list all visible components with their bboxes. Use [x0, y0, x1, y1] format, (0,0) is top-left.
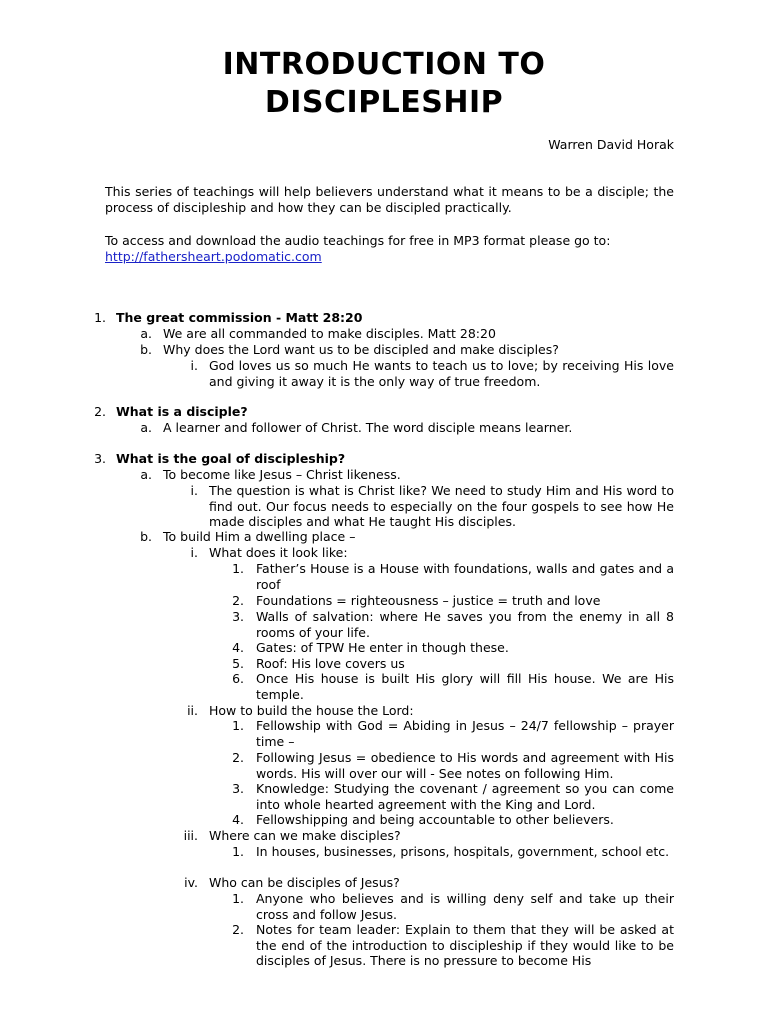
- section-number: 2.: [94, 404, 106, 419]
- list-item: Once His house is built His glory will fill His house. We are His temple.: [256, 671, 674, 702]
- list-item: A learner and follower of Christ. The word disciple means learner.: [163, 420, 573, 435]
- list-marker: 6.: [232, 671, 244, 686]
- list-marker: b.: [140, 342, 152, 357]
- title-line-2: DISCIPLESHIP: [264, 85, 504, 120]
- list-marker: 1.: [232, 561, 244, 576]
- section-number: 1.: [94, 310, 106, 325]
- list-marker: ii.: [187, 703, 198, 718]
- section-heading: The great commission - Matt 28:20: [116, 310, 363, 325]
- list-item: God loves us so much He wants to teach us to love; by receiving His love and giving it away it is the only way of true freedom.: [209, 358, 674, 389]
- list-marker: iv.: [184, 875, 198, 890]
- list-item: How to build the house the Lord:: [209, 703, 414, 718]
- list-item: Walls of salvation: where He saves you from the enemy in all 8 rooms of your life.: [256, 609, 674, 640]
- list-item: Fellowshipping and being accountable to other believers.: [256, 812, 614, 827]
- list-item: Anyone who believes and is willing deny self and take up their cross and follow Jesus.: [256, 891, 674, 922]
- list-marker: a.: [140, 420, 152, 435]
- section-heading: What is a disciple?: [116, 404, 248, 419]
- list-item: Who can be disciples of Jesus?: [209, 875, 400, 890]
- list-item: What does it look like:: [209, 545, 348, 560]
- list-item: Roof: His love covers us: [256, 656, 405, 671]
- list-item: Notes for team leader: Explain to them that they will be asked at the end of the introduction to discipleship if they would like to be disciples of Jesus. There is no pressure to become His: [256, 922, 674, 969]
- list-marker: 3.: [232, 781, 244, 796]
- list-marker: 2.: [232, 750, 244, 765]
- list-marker: 2.: [232, 922, 244, 937]
- author-name: Warren David Horak: [548, 137, 674, 152]
- list-marker: 4.: [232, 640, 244, 655]
- list-marker: i.: [190, 358, 198, 373]
- list-item: Following Jesus = obedience to His words and agreement with His words. His will over our will - See notes on following Him.: [256, 750, 674, 781]
- list-item: Foundations = righteousness – justice = truth and love: [256, 593, 601, 608]
- intro-paragraph: This series of teachings will help believers understand what it means to be a disciple; the process of discipleship and how they can be discipled practically.: [105, 184, 674, 215]
- list-marker: b.: [140, 529, 152, 544]
- list-item: To build Him a dwelling place –: [163, 529, 356, 544]
- list-item: To become like Jesus – Christ likeness.: [163, 467, 401, 482]
- list-marker: a.: [140, 326, 152, 341]
- access-text: To access and download the audio teachings for free in MP3 format please go to:: [105, 233, 611, 248]
- podomatic-link[interactable]: http://fathersheart.podomatic.com: [105, 249, 322, 264]
- list-marker: 1.: [232, 718, 244, 733]
- list-item: Fellowship with God = Abiding in Jesus – 24/7 fellowship – prayer time –: [256, 718, 674, 749]
- list-item: Knowledge: Studying the covenant / agreement so you can come into whole hearted agreement with the King and Lord.: [256, 781, 674, 812]
- list-item: Why does the Lord want us to be discipled and make disciples?: [163, 342, 559, 357]
- list-marker: 4.: [232, 812, 244, 827]
- document-title: [0, 46, 768, 122]
- section-heading: What is the goal of discipleship?: [116, 451, 346, 466]
- list-marker: 1.: [232, 844, 244, 859]
- list-marker: 2.: [232, 593, 244, 608]
- list-marker: 5.: [232, 656, 244, 671]
- list-marker: i.: [190, 545, 198, 560]
- list-item: Where can we make disciples?: [209, 828, 401, 843]
- list-marker: iii.: [183, 828, 198, 843]
- list-item: In houses, businesses, prisons, hospitals, government, school etc.: [256, 844, 670, 859]
- list-item: We are all commanded to make disciples. Matt 28:20: [163, 326, 496, 341]
- section-number: 3.: [94, 451, 106, 466]
- list-marker: 1.: [232, 891, 244, 906]
- title-line-1: INTRODUCTION TO: [222, 47, 546, 82]
- list-item: Father’s House is a House with foundations, walls and gates and a roof: [256, 561, 674, 592]
- list-item: The question is what is Christ like? We need to study Him and His word to find out. Our focus needs to especially on the four gospels to see how He made disciples and what He taught His disciples.: [209, 483, 674, 530]
- list-marker: a.: [140, 467, 152, 482]
- list-marker: 3.: [232, 609, 244, 624]
- list-marker: i.: [190, 483, 198, 498]
- access-paragraph: [105, 233, 674, 265]
- list-item: Gates: of TPW He enter in though these.: [256, 640, 509, 655]
